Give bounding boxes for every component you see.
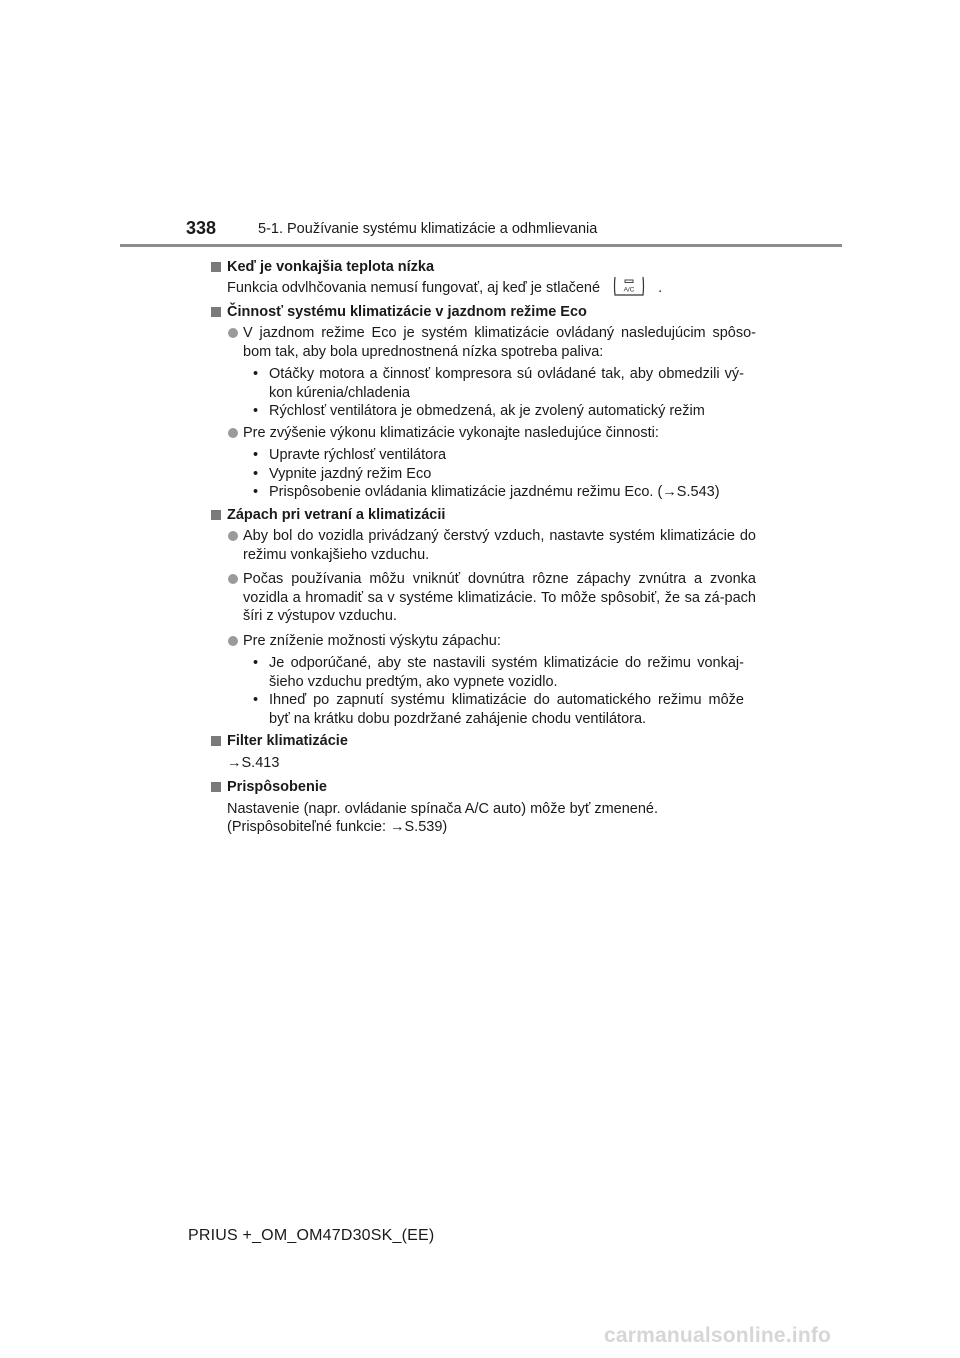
watermark: carmanualsonline.info <box>604 1324 832 1347</box>
sub-list-item: • Je odporúčané, aby ste nastavili systém klimatizácie do režimu vonkaj-šieho vzduchu predtým, ako vypnete vozidlo. <box>253 655 744 690</box>
paragraph: Nastavenie (napr. ovládanie spínača A/C auto) môže byť zmenené. (Prispôsobiteľné funkcie: →S.539) <box>227 800 659 835</box>
circle-bullet-icon <box>228 531 238 541</box>
square-bullet-icon <box>211 736 221 746</box>
chapter-title: 5-1. Používanie systému klimatizácie a odhmlievania <box>258 221 598 237</box>
page-header <box>186 214 866 244</box>
circle-bullet-icon <box>228 636 238 646</box>
sub-list-item: • Rýchlosť ventilátora je obmedzená, ak je zvolený automatický režim <box>253 403 705 419</box>
sub-list-item: • Otáčky motora a činnosť kompresora sú ovládané tak, aby obmedzili vý-kon kúrenia/chladenia <box>253 366 744 401</box>
list-item: Aby bol do vozidla privádzaný čerstvý vzduch, nastavte systém klimatizácie do režimu vonkajšieho vzduchu. <box>227 527 756 564</box>
circle-bullet-icon <box>228 328 238 338</box>
header-divider <box>120 244 842 247</box>
sub-list-item: • Upravte rýchlosť ventilátora <box>253 447 447 463</box>
square-bullet-icon <box>211 510 221 520</box>
sub-list <box>227 446 756 502</box>
sub-list-item: • Ihneď po zapnutí systému klimatizácie do automatického režimu môže byť na krátku dobu pozdržané zahájenie chodu ventilátora. <box>253 692 744 727</box>
page-content <box>211 254 756 837</box>
page-number: 338 <box>186 218 217 238</box>
circle-bullet-icon <box>228 574 238 584</box>
page-reference: →S.413 <box>227 754 280 771</box>
ac-button-icon <box>610 275 648 297</box>
section-heading: Činnosť systému klimatizácie v jazdnom režime Eco <box>211 303 756 322</box>
square-bullet-icon <box>211 782 221 792</box>
sub-list <box>227 365 756 421</box>
sub-list-item: • Vypnite jazdný režim Eco <box>253 465 432 482</box>
ac-button-label: A/C <box>623 286 635 293</box>
list-item: Pre zvýšenie výkonu klimatizácie vykonajte nasledujúce činnosti: <box>227 424 756 443</box>
list-item: Pre zníženie možnosti výskytu zápachu: <box>227 632 756 651</box>
section-body <box>227 324 756 502</box>
section-heading: Prispôsobenie <box>211 778 756 797</box>
square-bullet-icon <box>211 307 221 317</box>
section-heading: Filter klimatizácie <box>211 732 756 751</box>
section-heading: Keď je vonkajšia teplota nízka <box>211 258 756 277</box>
sub-list-item: • Prispôsobenie ovládania klimatizácie jazdnému režimu Eco. (→S.543) <box>253 484 720 500</box>
paragraph: Funkcia odvlhčovania nemusí fungovať, aj keď je stlačené A/C . <box>227 277 756 299</box>
list-item: Počas používania môžu vniknúť dovnútra rôzne zápachy zvnútra a zvonka vozidla a hromadiť sa v systéme klimatizácie. To môže spôsobiť, že sa zá-pach šíri z výstupov vzduchu. <box>227 570 756 626</box>
circle-bullet-icon <box>228 428 238 438</box>
section-heading: Zápach pri vetraní a klimatizácii <box>211 506 756 525</box>
square-bullet-icon <box>211 262 221 272</box>
section-body <box>227 527 756 728</box>
list-item: V jazdnom režime Eco je systém klimatizácie ovládaný nasledujúcim spôso-bom tak, aby bola uprednostnená nízka spotreba paliva: <box>227 324 756 361</box>
document-code: PRIUS +_OM_OM47D30SK_(EE) <box>188 1227 435 1244</box>
sub-list <box>227 654 756 728</box>
